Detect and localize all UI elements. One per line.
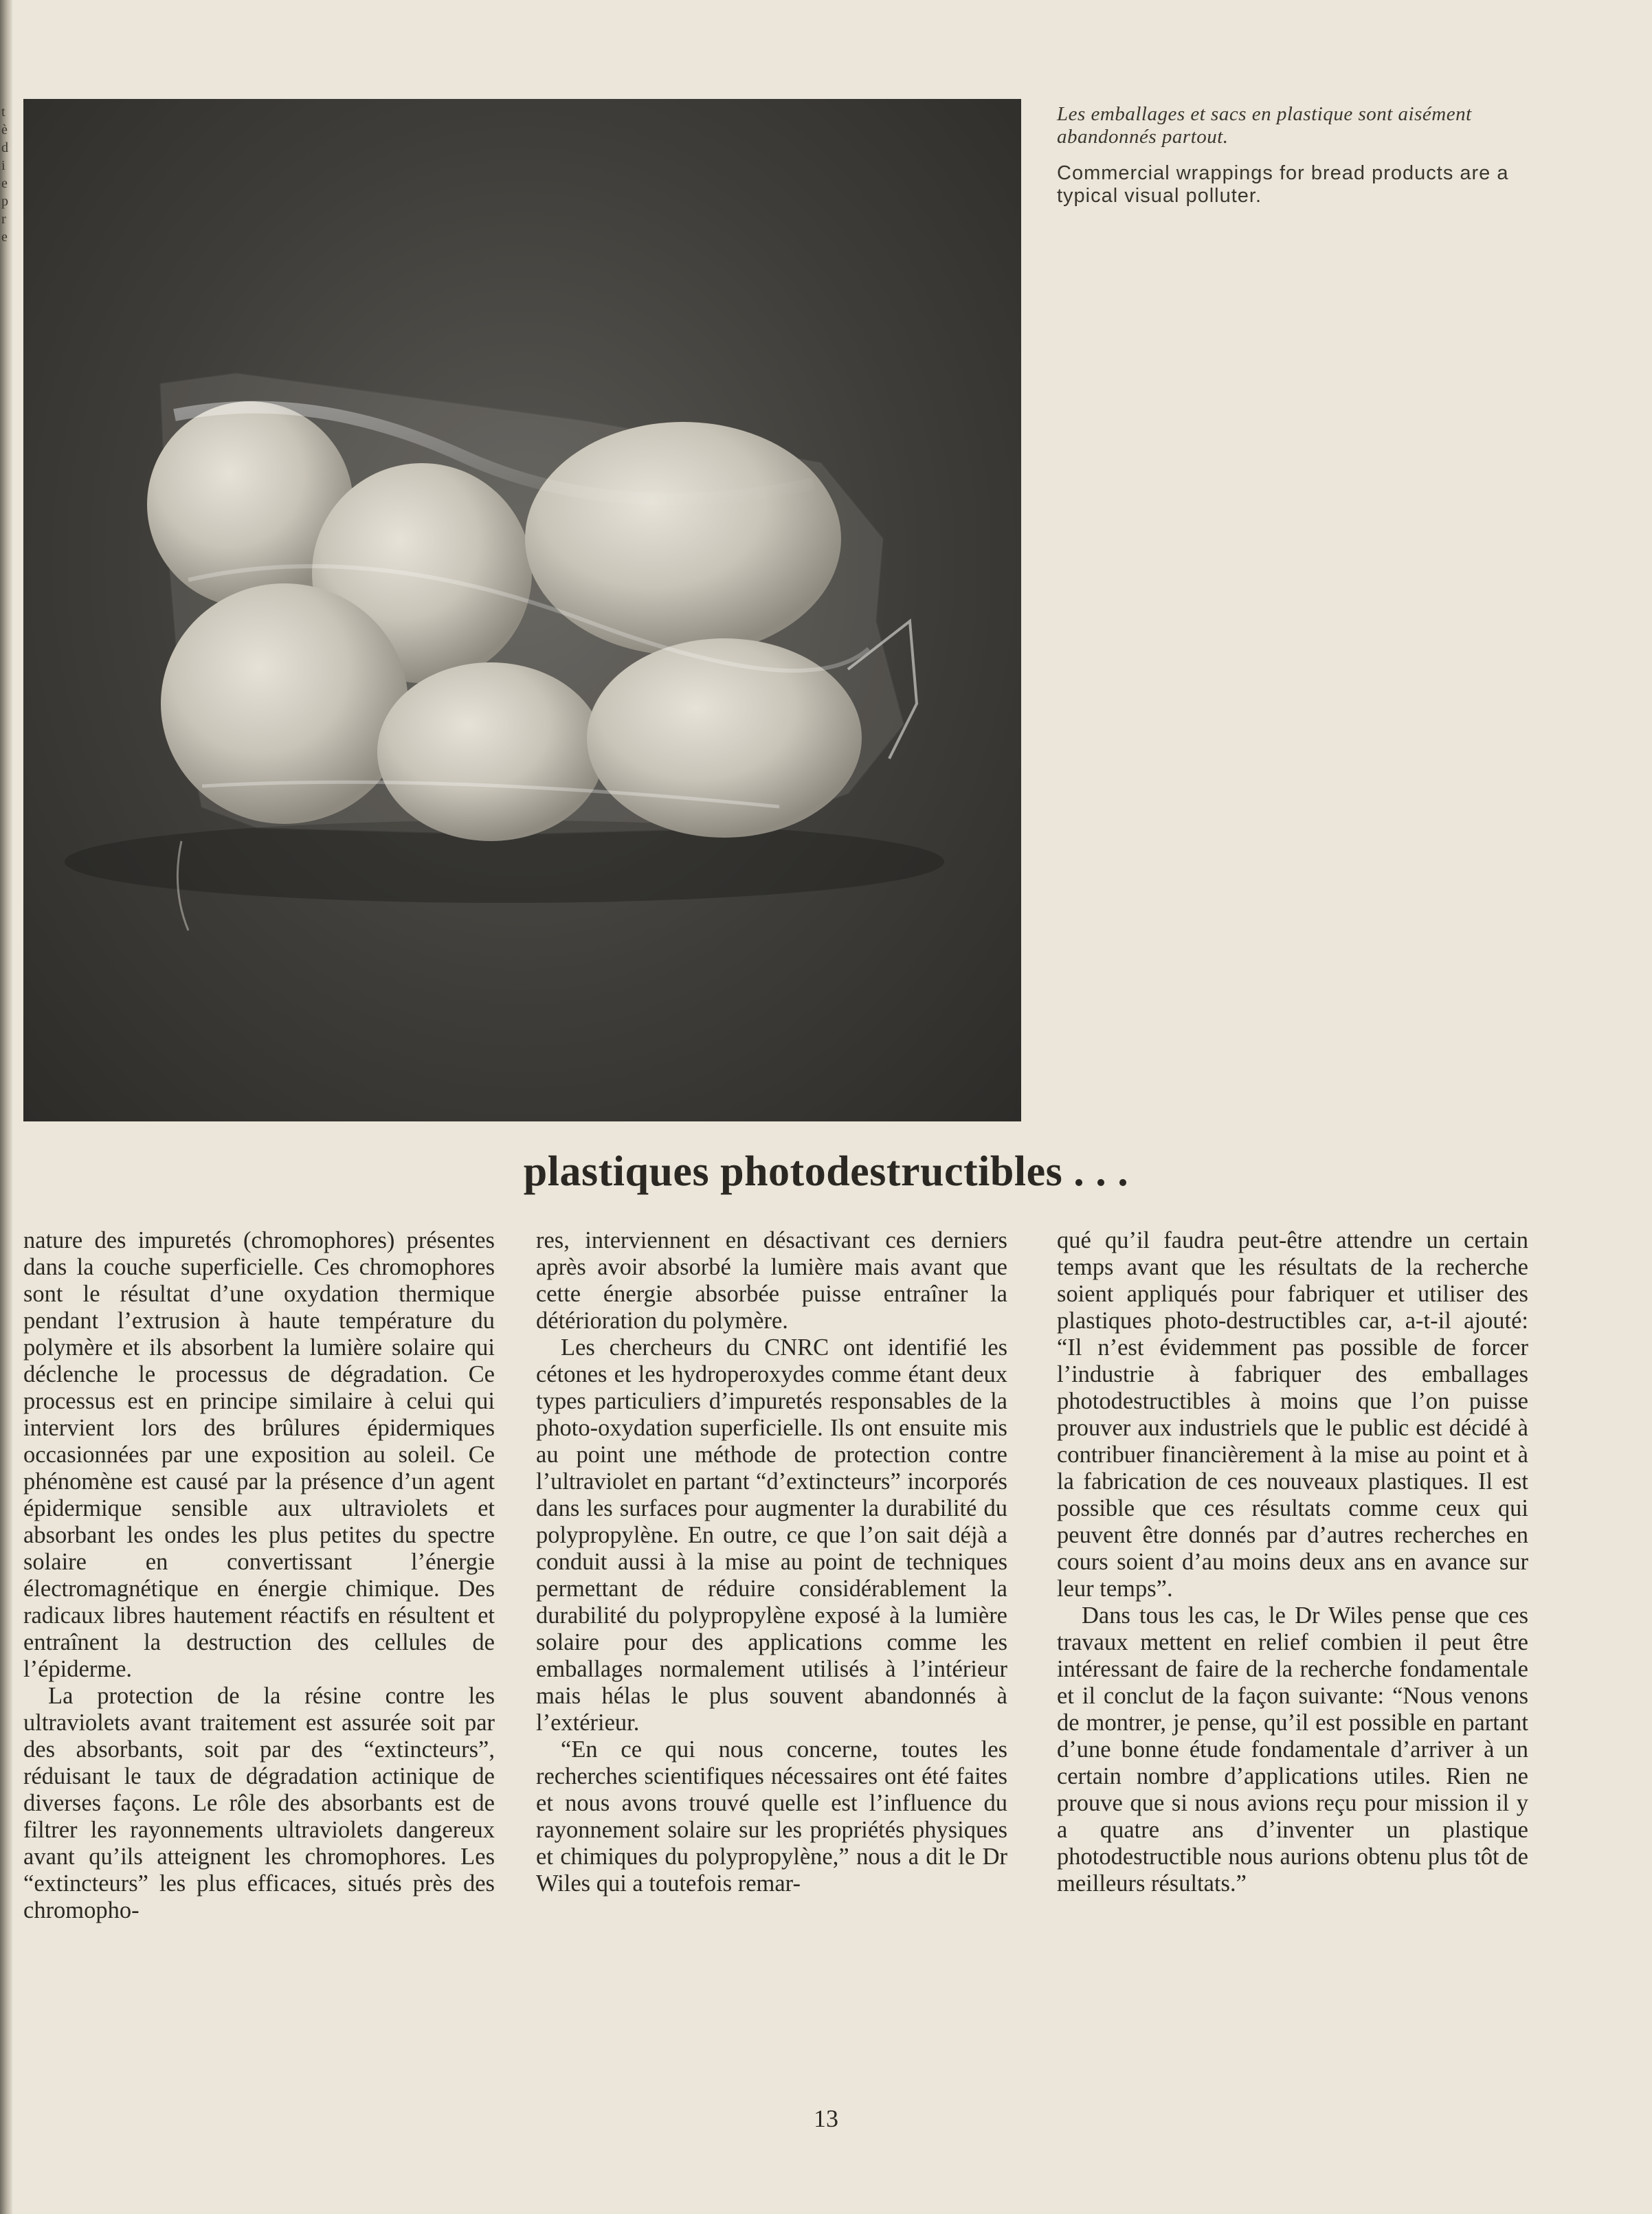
- photo-caption: [1057, 103, 1552, 208]
- text-column-3: [1057, 1227, 1528, 2070]
- page-number: 13: [814, 2105, 838, 2132]
- bread-bag-photo: [23, 99, 1021, 1121]
- text-column-1: [23, 1227, 495, 2070]
- paragraph: res, interviennent en désactivant ces derniers après avoir absorbé la lumière mais avant que cette énergie absorbée puisse entraîner la détérioration du polymère.: [536, 1227, 1007, 1334]
- bread-bag-illustration: [23, 99, 1021, 1121]
- adjacent-page-fragment: tèdiepre: [1, 104, 8, 245]
- paragraph: Dans tous les cas, le Dr Wiles pense que ces travaux mettent en relief combien il peut être intéressant de faire de la recherche fondamentale et il conclut de la façon suivante: “Nous venons de montrer, je pense, qu’il est possible en partant d’une bonne étude fondamentale d’arriver à un certain nombre d’applications utiles. Rien ne prouve que si nous avions reçu pour mission il y a quatre ans d’inventer un plastique photodestructible nous aurions obtenu plus tôt de meilleurs résultats.”: [1057, 1602, 1528, 1897]
- caption-french: Les emballages et sacs en plastique sont aisément abandonnés partout.: [1057, 103, 1472, 148]
- paragraph: “En ce qui nous concerne, toutes les recherches scientifiques nécessaires ont été faites et nous avons trouvé quelle est l’influence du rayonnement solaire sur les propriétés physiques et chimiques du polypropylène,” nous a dit le Dr Wiles qui a toutefois remar-: [536, 1736, 1007, 1897]
- bread-bun: [377, 662, 604, 841]
- bread-bun: [161, 583, 408, 824]
- text-column-2: [536, 1227, 1007, 2070]
- paragraph: qué qu’il faudra peut-être attendre un certain temps avant que les résultats de la recherche soient appliqués pour fabriquer et utiliser des plastiques photo-destructibles car, a-t-il ajouté: “Il n’est évidemment pas possible de forcer l’industrie à fabriquer des emballages photodestructibles à moins que l’on puisse prouver aux industriels que le public est décidé à contribuer financièrement à la mise au point et à la fabrication de ces nouveaux plastiques. Il est possible que ces résultats comme ceux qui peuvent être donnés par d’autres recherches en cours soient d’au moins deux ans en avance sur leur temps”.: [1057, 1227, 1528, 1602]
- bread-bun: [525, 422, 841, 656]
- paragraph: Les chercheurs du CNRC ont identifié les cétones et les hydroperoxydes comme étant deux types particuliers d’impuretés responsables de la photo-oxydation superficielle. Ils ont ensuite mis au point une méthode de protection contre l’ultraviolet en partant “d’extincteurs” incorporés dans les surfaces pour augmenter la durabilité du polypropylène. En outre, ce que l’on sait déjà a conduit aussi à la mise au point de techniques permettant de réduire considérablement la durabilité du polypropylène exposé à la lumière solaire pour des applications comme les emballages normalement utilisés à l’intérieur mais hélas le plus souvent abandonnés à l’extérieur.: [536, 1334, 1007, 1736]
- caption-english: Commercial wrappings for bread products are a typical visual polluter.: [1057, 162, 1509, 207]
- page-edge-strip: [0, 0, 12, 2214]
- paragraph: nature des impuretés (chromophores) présentes dans la couche superficielle. Ces chromophores sont le résultat d’une oxydation thermique pendant l’extrusion à haute température du polymère et ils absorbent la lumière solaire qui déclenche le processus de dégradation. Ce processus est en principe similaire à celui qui intervient lors des brûlures épidermiques occasionnées par une exposition au soleil. Ce phénomène est causé par la présence d’un agent épidermique sensible aux ultraviolets et absorbant les ondes les plus petites du spectre solaire en convertissant l’énergie électromagnétique en énergie chimique. Des radicaux libres hautement réactifs en résultent et entraînent la destruction des cellules de l’épiderme.: [23, 1227, 495, 1682]
- paragraph: La protection de la résine contre les ultraviolets avant traitement est assurée soit par des absorbants, soit par des “extincteurs”, réduisant le taux de dégradation actinique de diverses façons. Le rôle des absorbants est de filtrer les rayonnements ultraviolets dangereux avant qu’ils atteignent les chromophores. Les “extincteurs” les plus efficaces, situés près des chromopho-: [23, 1683, 495, 1923]
- article-headline: plastiques photodestructibles . . .: [523, 1148, 1129, 1195]
- article-body: [23, 1227, 1548, 2070]
